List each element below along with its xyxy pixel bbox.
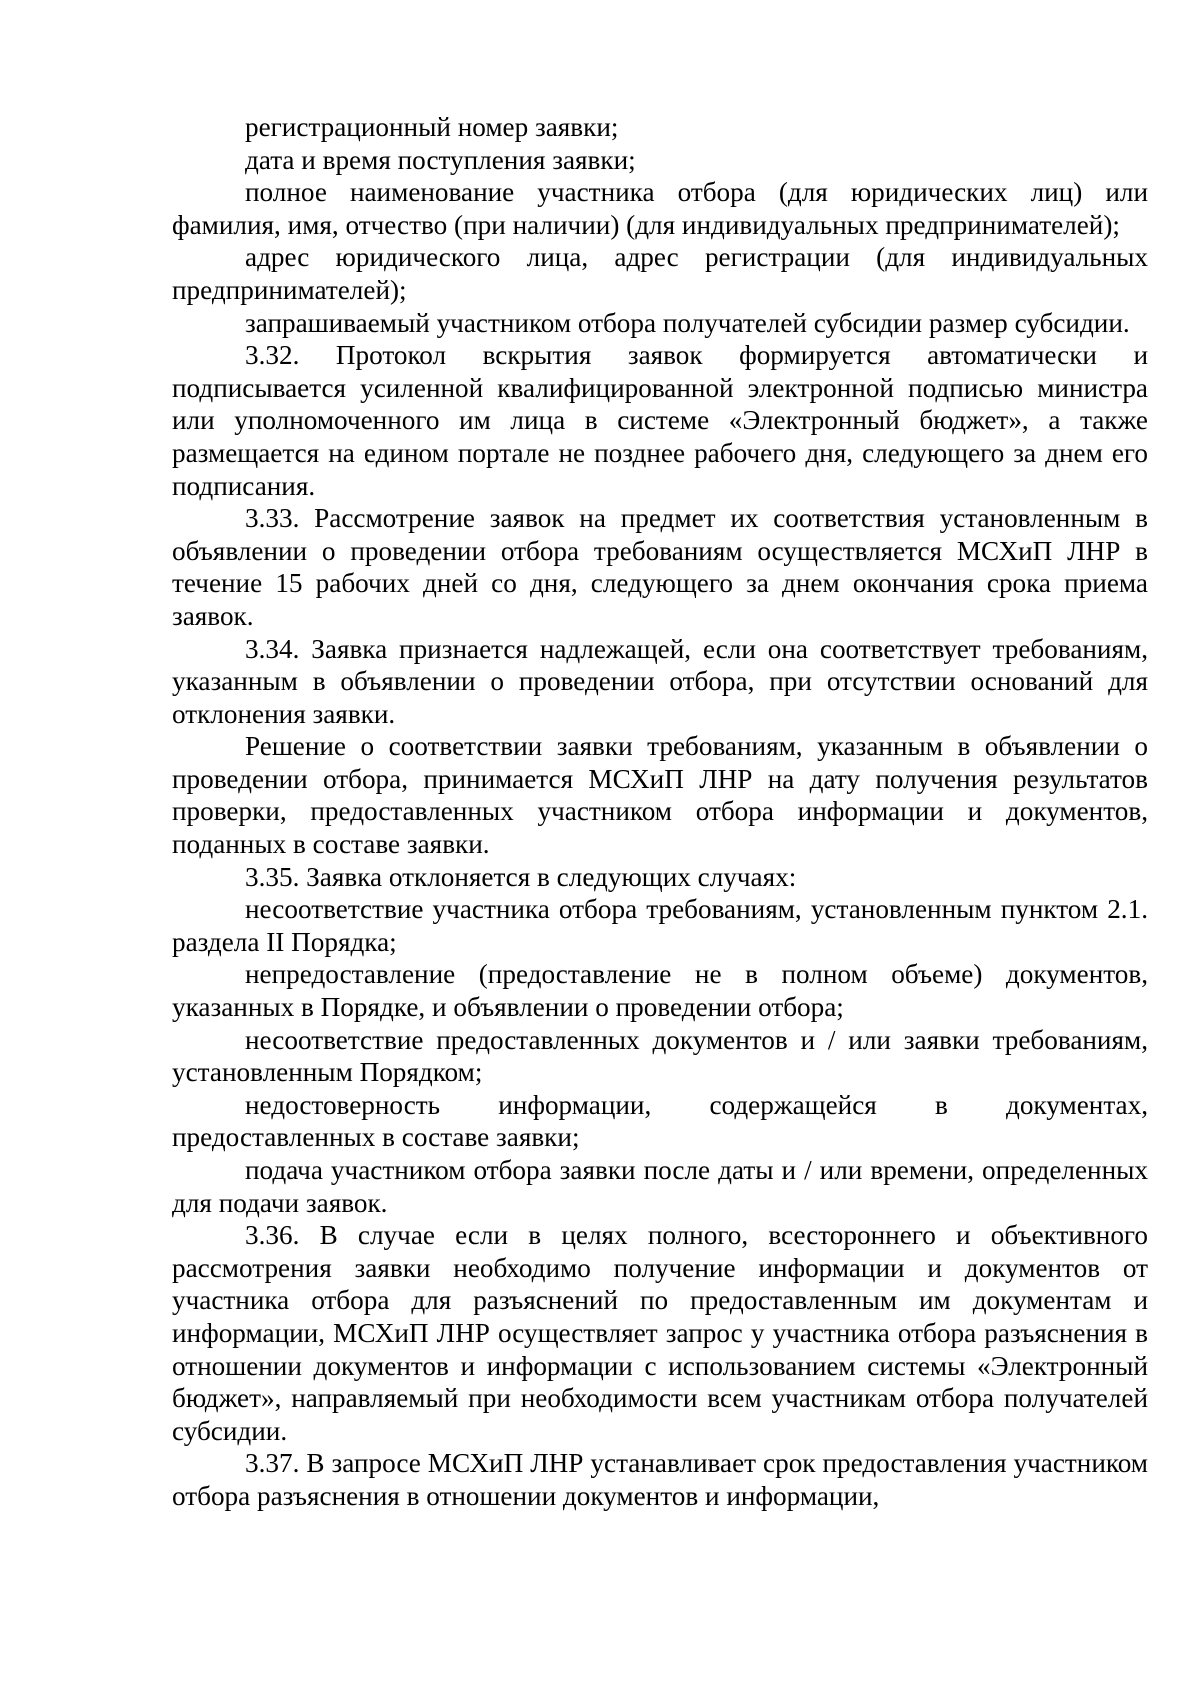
list-item-participant-name: полное наименование участника отбора (для юридических лиц) или фамилия, имя, отчество (при наличии) (для индивидуальных предпринимателей); [172, 177, 1148, 240]
clause-3-34-decision: Решение о соответствии заявки требованиям, указанным в объявлении о проведении отбора, принимается МСХиП ЛНР на дату получения результатов проверки, предоставленных участником отбора информации и документов, поданных в составе заявки. [172, 731, 1148, 860]
list-item-address: адрес юридического лица, адрес регистрации (для индивидуальных предпринимателей); [172, 242, 1148, 305]
rejection-reason-documents-mismatch: несоответствие предоставленных документов и / или заявки требованиям, установленным Порядком; [172, 1024, 1148, 1088]
rejection-reason-requirements: несоответствие участника отбора требованиям, установленным пунктом 2.1. раздела II Порядка; [172, 894, 1148, 957]
clause-3-33: 3.33. Рассмотрение заявок на предмет их соответствия установленным в объявлении о проведении отбора требованиям осуществляется МСХиП ЛНР в течение 15 рабочих дней со дня, следующего за днем окончания срока приема заявок. [172, 503, 1148, 631]
rejection-reason-late-submission: подача участником отбора заявки после даты и / или времени, определенных для подачи заявок. [172, 1155, 1148, 1218]
list-item-date-time: дата и время поступления заявки; [245, 144, 636, 175]
clause-3-36: 3.36. В случае если в целях полного, всестороннего и объективного рассмотрения заявки необходимо получение информации и документов от участника отбора для разъяснений по предоставленным им документам и информации, МСХиП ЛНР осуществляет запрос у участника отбора разъяснения в отношении документов и информации с использованием системы «Электронный бюджет», направляемый при необходимости всем участникам отбора получателей субсидии. [172, 1220, 1148, 1446]
clause-3-35: 3.35. Заявка отклоняется в следующих случаях: [245, 861, 797, 892]
clause-3-34: 3.34. Заявка признается надлежащей, если она соответствует требованиям, указанным в объявлении о проведении отбора, при отсутствии оснований для отклонения заявки. [172, 633, 1148, 729]
document-body [172, 111, 1148, 1513]
list-item-registration-number: регистрационный номер заявки; [245, 112, 619, 142]
clause-3-37: 3.37. В запросе МСХиП ЛНР устанавливает срок предоставления участником отбора разъяснения в отношении документов и информации, [172, 1448, 1148, 1511]
rejection-reason-documents-missing: непредоставление (предоставление не в полном объеме) документов, указанных в Порядке, и объявлении о проведении отбора; [172, 959, 1148, 1023]
clause-3-32: 3.32. Протокол вскрытия заявок формируется автоматически и подписывается усиленной квалифицированной электронной подписью министра или уполномоченного им лица в системе «Электронный бюджет», а также размещается на едином портале не позднее рабочего дня, следующего за днем его подписания. [172, 340, 1148, 501]
list-item-subsidy-amount: запрашиваемый участником отбора получателей субсидии размер субсидии. [245, 307, 1130, 338]
rejection-reason-unreliable-info: недостоверность информации, содержащейся в документах, предоставленных в составе заявки; [172, 1089, 1148, 1153]
